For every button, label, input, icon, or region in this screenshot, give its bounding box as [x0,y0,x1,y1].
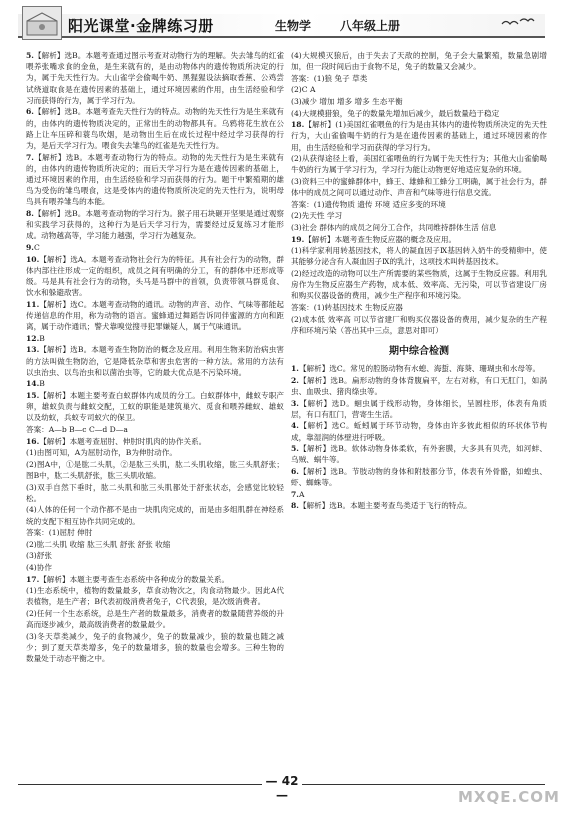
answer-text: (4)大规模灭狼后，由于失去了天敌的控制，兔子会大量繁殖，数量急剧增加，但一段时间后由于食物不足，兔子的数量又会减少。 [291,51,547,72]
question-number: 5. [291,444,299,454]
answer-paragraph [291,443,547,465]
page-header [0,0,563,44]
question-number: 7. [26,152,34,162]
answer-paragraph [291,420,547,442]
answer-text: (3)社会 群体内的成员之间分工合作，共同维持群体生活 信息 [291,222,497,232]
answer-paragraph [26,208,284,242]
question-number: 17. [26,574,40,584]
answer-paragraph [26,299,284,333]
answer-text: B [39,379,45,389]
answer-paragraph [291,222,547,233]
answer-text: 【解析】选B。本题考查动物行为的特点。动物的先天性行为是生来就有的，由体内的遗传物质所决定的；而后天学习行为是在遗传因素的基础上，通过环境因素的作用，由生活经验和学习而获得的行为。题干中繁殖期的雄鸟为受伤的雏鸟喂食，这是受体内的遗传物质所决定的先天性行为，说明母鸟具有喂养雏鸟的本能。 [26,152,284,207]
question-number: 16. [26,436,40,446]
answer-paragraph [26,539,284,550]
series-title: 阳光课堂·金牌练习册 [68,17,214,35]
question-number: 11. [26,299,40,309]
answer-paragraph [26,106,284,151]
answer-text: 【解析】选C。常见的腔肠动物有水螅、海蜇、海葵、珊瑚虫和水母等。 [298,364,541,374]
answer-text: A [298,489,305,499]
answer-paragraph [291,375,547,397]
answer-text: 【解析】选B。本题考查动物的学习行为。猴子用石块砸开坚果是通过观察和实践学习获得的，这种行为是后天学习行为，需要经过反复练习才能形成。动物越高等，学习能力越强，学习行为越复杂。 [26,209,284,241]
answer-text: (2)从获得途径上看，美国红雀喂鱼的行为属于先天性行为；其他大山雀偷喝牛奶的行为属于学习行为，学习行为能让动物更好地适应复杂的环境。 [291,154,547,175]
grade-label: 八年级上册 [340,19,401,33]
answer-paragraph [291,119,547,153]
answer-text: 【解析】选B。本题考查通过图示考查对动物行为的理解。失去雏鸟的红雀喂养张嘴求食的金鱼，是生来就有的，是由动物体内的遗传物质所决定的行为，属于先天性行为。大山雀学会偷喝牛奶、黑猩猩设法摘取香蕉、公鸡尝试绕道取食是在遗传因素的基础上，通过环境因素的作用，由生活经验和学习而获得的行为，属于学习行为。 [26,51,284,105]
page-number: — 42 — [262,774,302,802]
answer-paragraph [291,199,547,210]
question-number: 3. [291,398,299,408]
answer-text: C [33,243,40,253]
question-number: 12. [26,333,40,343]
answer-paragraph [26,333,284,344]
answer-text: 【解析】选B。本题考查先天性行为的特点。动物的先天性行为是生来就有的，由体内的遗传物质决定的，正常出生的动物都具有。乌鸦将花生放在公路上让车压碎和蓑鸟吹烟，是动物出生后在成长过程中经过学习获得的行为，是后天学习行为。喂食失去雏鸟的红雀是先天性行为。 [26,107,284,151]
answer-text: (1)生态系统中，植物的数量最多，草食动物次之，肉食动物最少。因此A代表植物，是生产者；B代表初级消费者兔子，C代表狼，是次级消费者。 [26,586,284,607]
answer-paragraph [26,459,284,481]
answer-paragraph [26,631,284,665]
answer-text: 【解析】本题考查屈肘、伸肘时肌肉的协作关系。 [39,436,207,446]
answer-paragraph [291,363,547,374]
answer-text: 【解析】(1)美国红雀喂鱼的行为是由其体内的遗传物质所决定的先天性行为，大山雀偷喝牛奶的行为是在遗传因素的基础上，通过环境因素的作用，由生活经验和学习而获得的学习行为。 [291,120,547,152]
answer-text: (2)先天性 学习 [291,211,343,221]
answer-text: 【解析】选C。蚯蚓属于环节动物，身体由许多彼此相似的环状体节构成，靠湿润的体壁进行呼吸。 [291,421,547,442]
answer-text: 【解析】本题主要考查白蚁群体内成员的分工。白蚁群体中，雌蚁专职产卵，雄蚁负责与雌蚁交配，工蚁的职能是建筑巢穴、觅食和喂养雌蚁、雄蚁以及幼蚁，兵蚁专司蚁穴的保卫。 [26,391,284,423]
answer-text: (2)肱二头肌 收缩 肱三头肌 舒张 舒张 收缩 [26,539,171,549]
answer-paragraph [291,108,547,119]
answer-text: (4)大规模猎狼，兔子的数量先增加后减少，最后数量趋于稳定 [291,108,500,118]
answer-paragraph [26,242,284,253]
answer-text: 【解析】选B。本题主要考查鸟类适于飞行的特点。 [298,501,472,511]
answer-paragraph [291,210,547,221]
answer-paragraph [26,378,284,389]
book-logo-icon [22,6,62,40]
question-number: 13. [26,345,40,355]
question-number: 5. [26,51,34,60]
answer-text: 【解析】本题主要考查生态系统中各种成分的数量关系。 [39,574,230,584]
answer-text: 答案：A—b B—c C—d D—a [26,425,128,434]
answer-text: 【解析】选D。蛔虫属于线形动物，身体细长，呈圆柱形，体表有角质层，有口有肛门，营寄生生活。 [291,398,547,419]
answer-text: 【解析】选B。扁形动物的身体背腹扁平，左右对称，有口无肛门，如涡虫、血吸虫、猪肉绦虫等。 [291,375,547,396]
question-number: 6. [291,466,299,476]
site-watermark: MXQE.COM [458,788,560,806]
answer-paragraph [291,268,547,302]
answer-text: (3)冬天草类减少，兔子的食物减少，兔子的数量减少，狼的数量也随之减少；到了夏天草类增多，兔子的数量增多，狼的数量也会增多。三种生物的数量处于动态平衡之中。 [26,631,284,664]
answer-paragraph [26,254,284,299]
answer-text: 【解析】选B。本题考查生物防治的概念及应用。利用生物来防治病虫害的方法叫做生物防治，它是降低杂草和害虫危害的一种方法。常用的方法有以虫治虫、以鸟治虫和以菌治虫等，它的最大优点是不污染环境。 [26,345,284,377]
answer-text: (3)资料三中的蜜蜂群体中，蜂王、雄蜂和工蜂分工明确，属于社会行为，群体中的成员之间可以通过动作、声音和气味等进行信息交流。 [291,176,547,198]
question-number: 14. [26,379,40,389]
answer-paragraph [291,302,547,313]
answer-paragraph [26,447,284,458]
answer-paragraph [26,424,284,435]
question-number: 1. [291,364,299,374]
answer-text: 答案：(1)转基因技术 生物反应器 [291,302,403,312]
answer-paragraph [26,436,284,447]
answer-text: 答案：(1)狼 兔子 草类 [291,73,368,83]
answer-paragraph [291,489,547,500]
answer-paragraph [26,344,284,378]
answer-paragraph [291,466,547,488]
question-number: 10. [26,254,40,264]
answer-paragraph [291,245,547,267]
answer-paragraph [26,608,284,630]
answer-paragraph [26,390,284,424]
answer-paragraph [26,562,284,573]
answer-paragraph [291,314,547,336]
answer-text: (4)人体的任何一个动作都不是由一块肌肉完成的，而是由多组肌群在神经系统的支配下相互协作共同完成的。 [26,505,284,526]
answer-text: (2)经过改造的动物可以生产所需要的某些物质，这属于生物反应器。利用乳房作为生物反应器生产药物，成本低、效率高、无污染，可以节省建设厂房和购买仪器设备的费用，减少生产程序和环境污染。 [291,268,547,301]
answer-paragraph [291,500,547,511]
answer-text: 【解析】选C。本题考查动物的通讯。动物的声音、动作、气味等都能起传递信息的作用，称为动物的语言。蜜蜂通过舞蹈告诉同伴蜜源的方向和距离，属于动作通讯；警犬靠嗅觉搜寻犯罪嫌疑人，属于气味通讯。 [26,299,284,332]
answer-text: 答案：(1)遗传物质 遗传 环境 适应多变的环境 [291,199,446,209]
question-number: 18. [291,120,305,130]
answer-paragraph [26,152,284,208]
answer-text: (2)图A中，①是肱二头肌，②是肱三头肌，肱二头肌收缩，肱三头肌舒张；图B中，肱二头肌舒张，肱三头肌收缩。 [26,459,284,480]
answer-paragraph [291,50,547,72]
answer-text: (3)减少 增加 增多 增多 生态平衡 [291,96,403,106]
question-number: 2. [291,375,299,385]
subject-label: 生物学 [275,19,312,33]
answer-text: (3)双手自然下垂时，肱二头肌和肱三头肌都处于舒张状态，会感觉比较轻松。 [26,482,284,503]
answer-paragraph [26,550,284,561]
section-title: 期中综合检测 [389,345,449,357]
answer-paragraph [291,96,547,107]
answer-text: 【解析】本题考查生物反应器的概念及应用。 [304,234,457,244]
answer-paragraph [26,574,284,585]
question-number: 4. [291,421,299,431]
answer-paragraph [291,176,547,198]
answer-paragraph [26,585,284,607]
question-number: 15. [26,391,40,400]
answer-paragraph [291,234,547,245]
answer-text: (4)协作 [26,562,52,572]
answer-text: (2)任何一个生态系统，总是生产者的数量最多，消费者的数量随营养级的升高而逐步减少，最高级消费者的数量最少。 [26,608,284,630]
question-number: 9. [26,243,34,253]
answer-text: (1)由图可知，A为屈肘动作，B为伸肘动作。 [26,448,177,458]
question-number: 19. [291,234,305,244]
answer-text: (2)成本低 效率高 可以节省建厂和购买仪器设备的费用，减少复杂的生产程序和环境污染（答出其中三点，意思对即可） [291,314,547,335]
question-number: 7. [291,489,299,499]
answer-text: 【解析】选A。本题考查动物社会行为的特征。具有社会行为的动物，群体内部往往形成一定的组织，成员之间有明确的分工，有的群体中还形成等级。马是具有社会行为的动物，头马是马群中的首领，负责带领马群觅食、饮水和躲避敌害。 [26,254,284,298]
answer-text: (3)舒张 [26,551,52,561]
answer-paragraph [26,527,284,538]
answer-text: (1)科学家利用转基因技术，将人的凝血因子Ⅸ基因转入奶牛的受精卵中，使其能够分泌含有人凝血因子Ⅸ的乳汁，这项技术叫转基因技术。 [291,246,547,267]
right-answer-column [291,50,547,512]
answer-paragraph [291,84,547,95]
answer-paragraph [26,504,284,526]
answer-paragraph [291,398,547,420]
answer-paragraph [291,73,547,84]
answer-paragraph [291,153,547,175]
left-answer-column [26,50,284,665]
answer-text: 【解析】选B。软体动物身体柔软，有外套膜，大多具有贝壳，如河蚌、乌贼、蜗牛等。 [291,444,547,465]
flying-birds-icon [500,16,536,33]
answer-text: 【解析】选B。节肢动物的身体和附肢都分节，体表有外骨骼，如蝗虫、虾、蜘蛛等。 [291,466,547,488]
question-number: 8. [26,209,34,219]
question-number: 6. [26,107,34,117]
answer-text: B [39,333,45,343]
question-number: 8. [291,501,299,511]
answer-text: (2)C A [291,85,316,95]
answer-text: 答案：(1)屈肘 伸肘 [26,528,93,538]
answer-paragraph [26,50,284,106]
answer-paragraph [26,482,284,504]
